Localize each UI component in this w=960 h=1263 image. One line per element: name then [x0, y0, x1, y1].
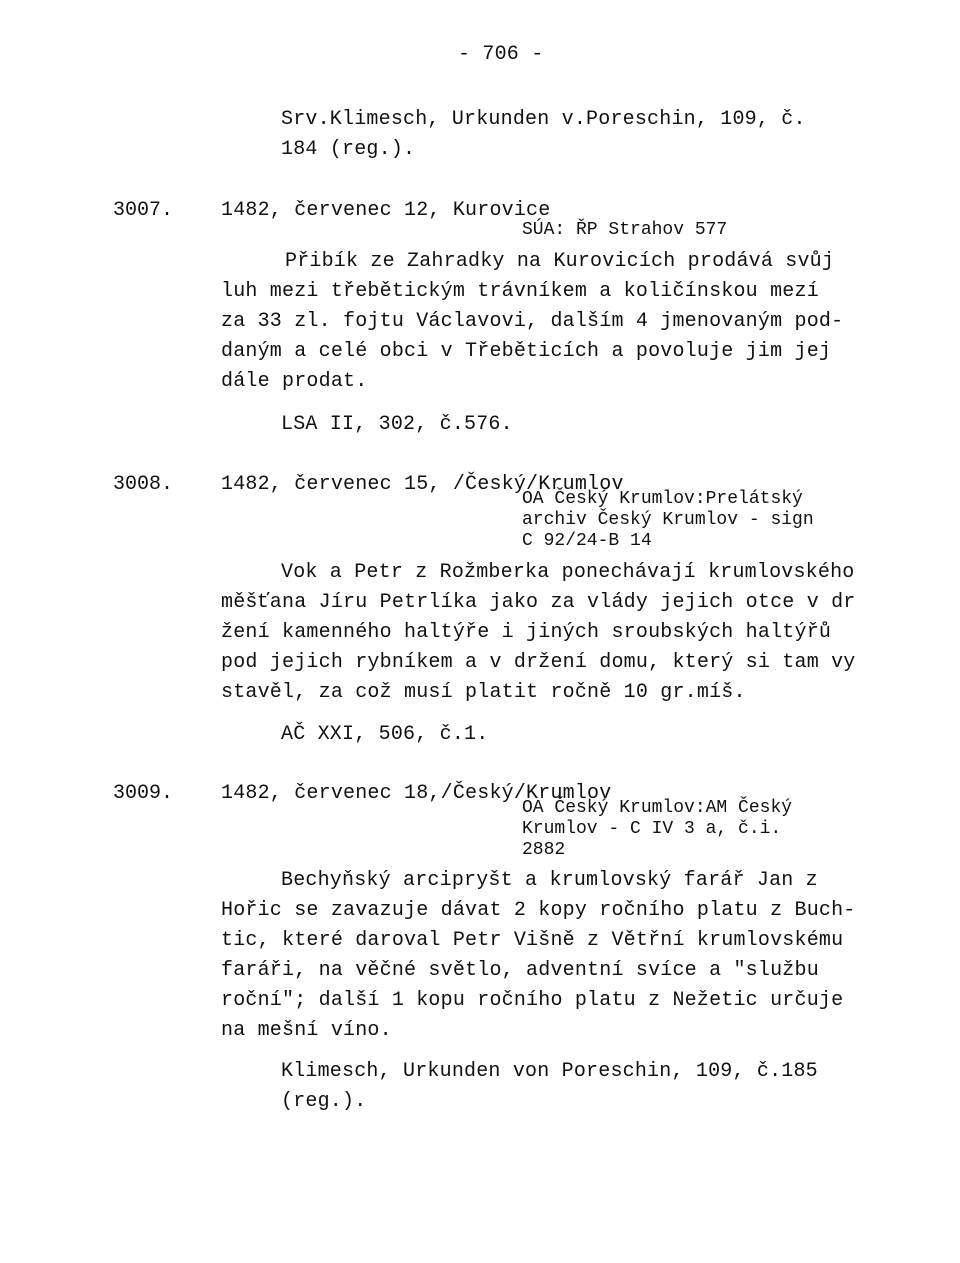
source-line: archiv Český Krumlov - sign: [522, 510, 814, 530]
body-line: Přibík ze Zahradky na Kurovicích prodává svůj: [285, 250, 835, 273]
body-line: pod jejich rybníkem a v držení domu, který si tam vy: [221, 651, 856, 674]
entry-number: 3009.: [113, 782, 174, 805]
entry-header: 1482, červenec 18,/Český/Krumlov: [221, 782, 612, 805]
source-line: C 92/24-B 14: [522, 531, 652, 551]
body-line: stavěl, za což musí platit ročně 10 gr.míš.: [221, 681, 746, 704]
body-line: daným a celé obci v Třeběticích a povoluje jim jej: [221, 340, 832, 363]
body-line: luh mezi třebětickým trávníkem a količínskou mezí: [221, 280, 819, 303]
entry-reference: LSA II, 302, č.576.: [281, 413, 513, 436]
source-line: OA Český Krumlov:Prelátský: [522, 489, 803, 509]
body-line: žení kamenného haltýře i jiných sroubských haltýřů: [221, 621, 832, 644]
body-line: faráři, na věčné světlo, adventní svíce a "službu: [221, 959, 819, 982]
source-line: Krumlov - C IV 3 a, č.i.: [522, 819, 782, 839]
reference-line: Klimesch, Urkunden von Poreschin, 109, č.185: [281, 1060, 818, 1083]
body-line: tic, které daroval Petr Višně z Větřní krumlovskému: [221, 929, 844, 952]
body-line: Hořic se zavazuje dávat 2 kopy ročního platu z Buch-: [221, 899, 856, 922]
body-line: dále prodat.: [221, 370, 368, 393]
body-line: roční"; další 1 kopu ročního platu z Nežetic určuje: [221, 989, 844, 1012]
body-line: Bechyňský arcipryšt a krumlovský farář Jan z: [281, 869, 818, 892]
page-number: - 706 -: [458, 43, 544, 66]
continuation-line: 184 (reg.).: [281, 138, 416, 161]
continuation-line: Srv.Klimesch, Urkunden v.Poreschin, 109, č.: [281, 108, 806, 131]
entry-header: 1482, červenec 15, /Český/Krumlov: [221, 473, 624, 496]
entry-number: 3008.: [113, 473, 174, 496]
entry-number: 3007.: [113, 199, 174, 222]
body-line: Vok a Petr z Rožmberka ponechávají krumlovského: [281, 561, 855, 584]
entry-source: SÚA: ŘP Strahov 577: [522, 220, 728, 240]
source-line: OA Český Krumlov:AM Český: [522, 798, 793, 818]
entry-header: 1482, červenec 12, Kurovice: [221, 199, 551, 222]
source-line: 2882: [522, 840, 566, 860]
entry-reference: AČ XXI, 506, č.1.: [281, 723, 489, 746]
body-line: měšťana Jíru Petrlíka jako za vlády jejich otce v dr: [221, 591, 856, 614]
body-line: za 33 zl. fojtu Václavovi, dalším 4 jmenovaným pod-: [221, 310, 844, 333]
reference-line: (reg.).: [281, 1090, 367, 1113]
body-line: na mešní víno.: [221, 1019, 392, 1042]
